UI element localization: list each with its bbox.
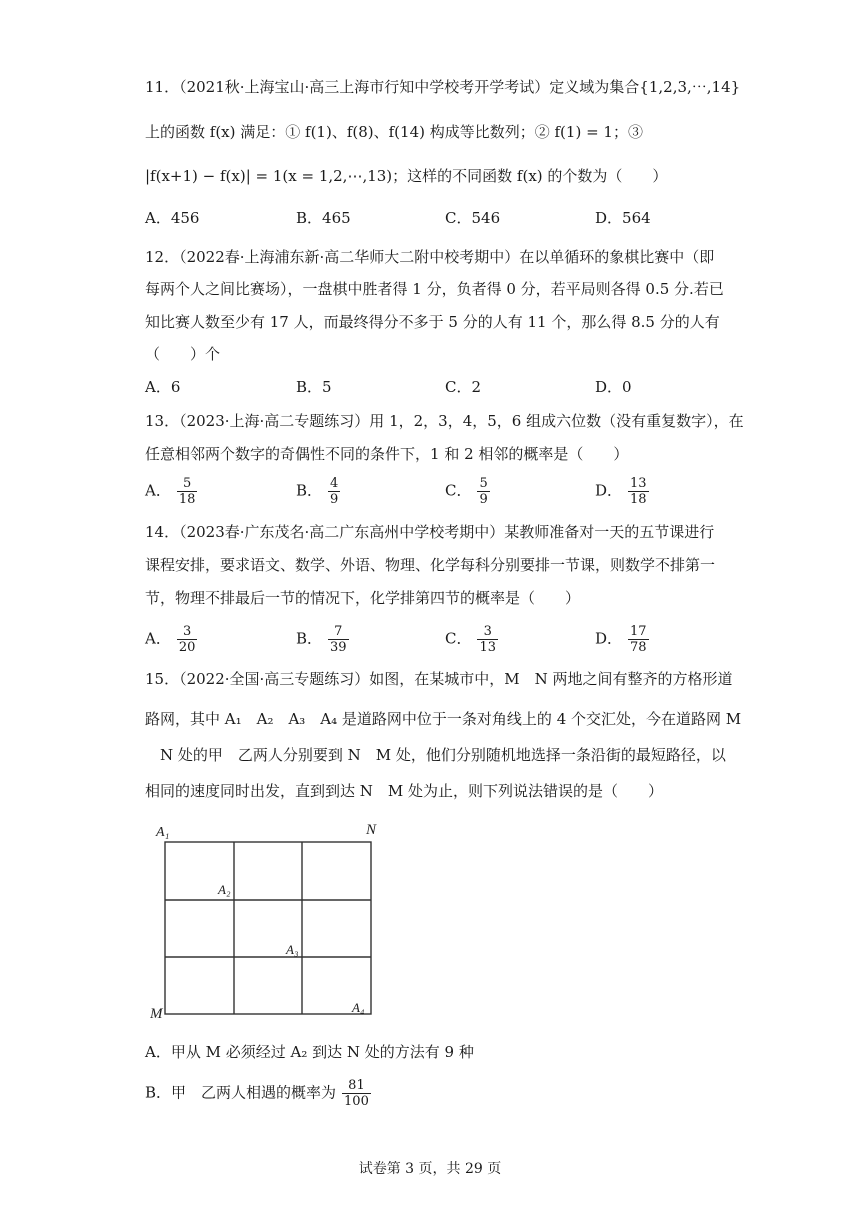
q14-option-a bbox=[145, 624, 197, 655]
q13-option-c bbox=[445, 476, 490, 507]
label-a3: A₃ bbox=[286, 942, 299, 957]
fraction bbox=[342, 1078, 371, 1109]
denominator: 39 bbox=[330, 640, 347, 655]
q12-line-3: 知比赛人数至少有 17 人，而最终得分不多于 5 分的人有 11 个，那么得 8.5 分的人有 bbox=[145, 313, 720, 331]
q13-option-d bbox=[595, 476, 649, 507]
q12-line-4: （ ）个 bbox=[145, 345, 221, 363]
q11-line-1: 11．（2021秋·上海宝山·高三上海市行知中学校考开学考试）定义域为集合{1,2,3,⋯,14} bbox=[145, 78, 741, 96]
q13-option-a bbox=[145, 476, 197, 507]
option-label: B． bbox=[296, 481, 323, 500]
fraction bbox=[177, 476, 198, 507]
fraction bbox=[477, 476, 489, 507]
label-m: M bbox=[150, 1006, 163, 1020]
q15-option-b bbox=[145, 1078, 371, 1109]
q12-option-b: B．5 bbox=[296, 378, 332, 396]
denominator: 9 bbox=[479, 492, 488, 507]
denominator: 100 bbox=[344, 1094, 369, 1109]
denominator: 78 bbox=[630, 640, 647, 655]
denominator: 18 bbox=[178, 492, 196, 507]
denominator: 18 bbox=[630, 492, 647, 507]
denominator: 20 bbox=[178, 640, 196, 655]
q15-option-a: A．甲从 M 必须经过 A₂ 到达 N 处的方法有 9 种 bbox=[145, 1043, 474, 1061]
q12-line-1: 12．（2022春·上海浦东新·高二华师大二附中校考期中）在以单循环的象棋比赛中（即 bbox=[145, 248, 715, 266]
road-grid-figure bbox=[150, 820, 390, 1020]
q13-line-2: 任意相邻两个数字的奇偶性不同的条件下，1 和 2 相邻的概率是（ ） bbox=[145, 445, 629, 463]
option-b-text: B．甲 乙两人相遇的概率为 bbox=[145, 1083, 337, 1102]
q12-option-a: A．6 bbox=[145, 378, 181, 396]
fraction bbox=[477, 624, 498, 655]
numerator: 13 bbox=[630, 476, 647, 491]
fraction bbox=[177, 624, 198, 655]
numerator: 4 bbox=[330, 476, 339, 491]
option-label: D． bbox=[595, 629, 623, 648]
q12-line-2: 每两个人之间比赛场），一盘棋中胜者得 1 分，负者得 0 分，若平局则各得 0.5 分.若已 bbox=[145, 280, 724, 298]
option-label: B． bbox=[296, 629, 323, 648]
numerator: 3 bbox=[177, 624, 198, 640]
numerator: 7 bbox=[328, 624, 349, 640]
q12-option-c: C．2 bbox=[445, 378, 482, 396]
option-label: D． bbox=[595, 481, 623, 500]
label-a4: A₄ bbox=[352, 1000, 365, 1015]
q14-line-2: 课程安排，要求语文、数学、外语、物理、化学每科分别要排一节课，则数学不排第一 bbox=[145, 556, 716, 574]
fraction bbox=[628, 624, 649, 655]
q14-option-c bbox=[445, 624, 498, 655]
q14-line-3: 节，物理不排最后一节的情况下，化学排第四节的概率是（ ） bbox=[145, 589, 581, 607]
numerator: 5 bbox=[177, 476, 198, 492]
option-label: A． bbox=[145, 629, 171, 648]
q15-line-3: N 处的甲 乙两人分别要到 N M 处，他们分别随机地选择一条沿街的最短路径，以 bbox=[145, 746, 726, 764]
label-a1: A₁ bbox=[156, 825, 170, 840]
q15-line-1: 15．（2022·全国·高三专题练习）如图，在某城市中，M N 两地之间有整齐的方格形道 bbox=[145, 670, 733, 688]
option-label: C． bbox=[445, 629, 472, 648]
label-n: N bbox=[366, 822, 377, 838]
q13-line-1: 13．（2023·上海·高二专题练习）用 1，2，3，4，5，6 组成六位数（没有重复数字），在 bbox=[145, 412, 744, 430]
q11-option-b: B．465 bbox=[296, 209, 351, 227]
grid-border bbox=[165, 842, 371, 1014]
q14-option-b bbox=[296, 624, 349, 655]
q11-line-3: |f(x+1) − f(x)| = 1(x = 1,2,⋯,13)；这样的不同函数 f(x) 的个数为（ ） bbox=[145, 167, 668, 185]
q11-option-d: D．564 bbox=[595, 209, 651, 227]
fraction bbox=[328, 476, 340, 507]
numerator: 3 bbox=[477, 624, 498, 640]
q11-option-a: A．456 bbox=[145, 209, 200, 227]
road-grid-svg bbox=[150, 820, 390, 1020]
denominator: 13 bbox=[479, 640, 497, 655]
numerator: 81 bbox=[342, 1078, 371, 1094]
q14-option-d bbox=[595, 624, 649, 655]
option-label: C． bbox=[445, 481, 472, 500]
q15-line-2: 路网，其中 A₁ A₂ A₃ A₄ 是道路网中位于一条对角线上的 4 个交汇处，今在道路网 M bbox=[145, 710, 742, 728]
q12-option-d: D．0 bbox=[595, 378, 632, 396]
denominator: 9 bbox=[330, 492, 339, 507]
numerator: 5 bbox=[479, 476, 488, 491]
q13-option-b bbox=[296, 476, 340, 507]
q14-line-1: 14．（2023春·广东茂名·高二广东高州中学校考期中）某教师准备对一天的五节课进行 bbox=[145, 523, 715, 541]
numerator: 17 bbox=[630, 624, 647, 639]
q11-line-2: 上的函数 f(x) 满足：① f(1)、f(8)、f(14) 构成等比数列；② f(1) = 1；③ bbox=[145, 123, 643, 141]
q11-option-c: C．546 bbox=[445, 209, 501, 227]
page-footer: 试卷第 3 页，共 29 页 bbox=[358, 1161, 502, 1177]
label-a2: A₂ bbox=[218, 882, 231, 897]
fraction bbox=[628, 476, 649, 507]
option-label: A． bbox=[145, 481, 171, 500]
fraction bbox=[328, 624, 349, 655]
q15-line-4: 相同的速度同时出发，直到到达 N M 处为止，则下列说法错误的是（ ） bbox=[145, 782, 664, 800]
